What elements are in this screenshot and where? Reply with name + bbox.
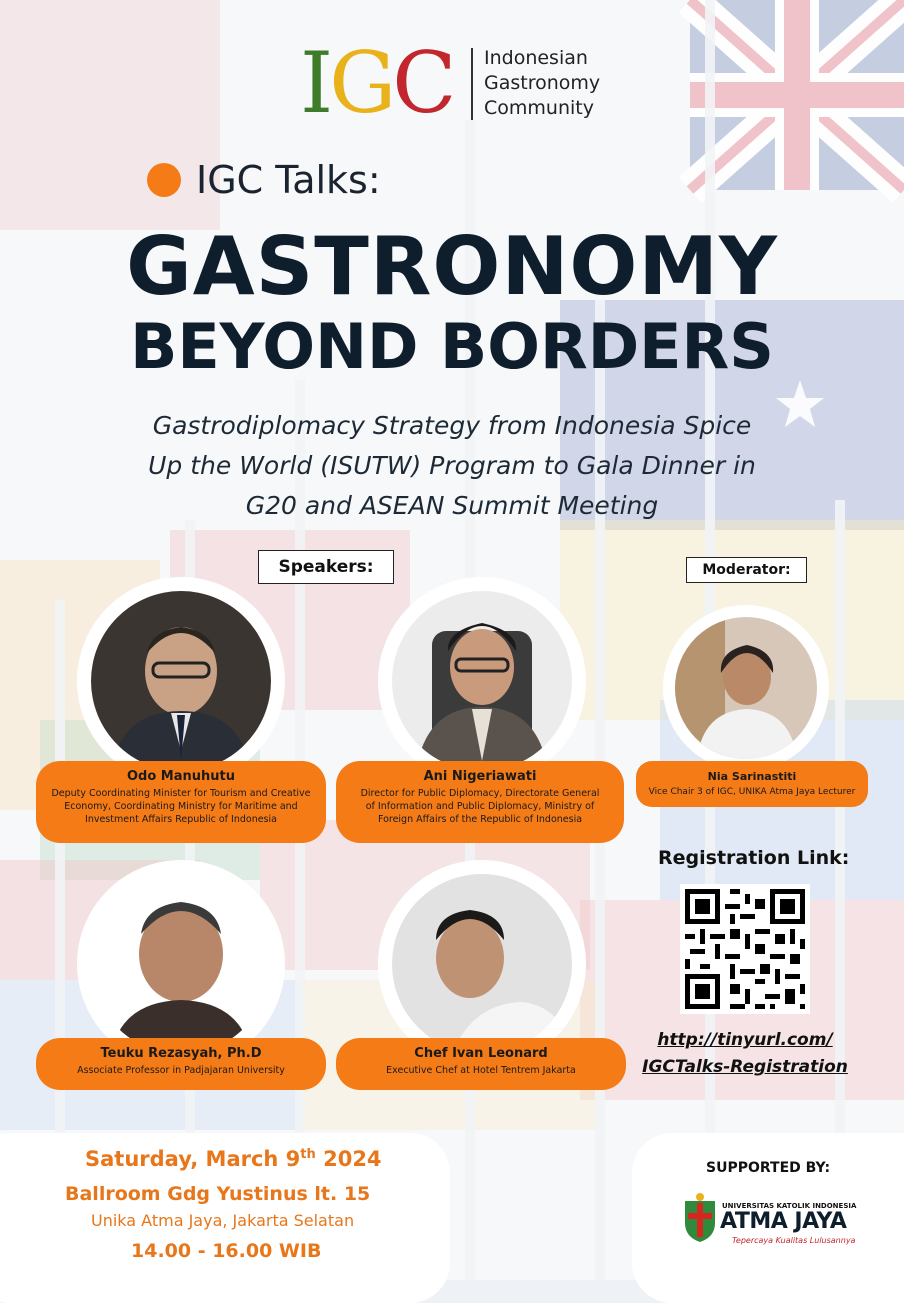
subtitle-line: Gastrodiplomacy Strategy from Indonesia Spice	[152, 411, 752, 440]
speaker-card	[36, 761, 326, 843]
event-title-line2: BEYOND BORDERS	[130, 310, 774, 383]
qr-code-icon[interactable]	[680, 884, 810, 1014]
desc-line: Investment Affairs Republic of Indonesia	[85, 814, 277, 825]
link-line[interactable]: http://tinyurl.com/	[657, 1030, 833, 1050]
speaker-card	[36, 1038, 326, 1090]
series-label: IGC Talks:	[196, 158, 381, 202]
registration-title: Registration Link:	[658, 847, 850, 869]
desc-line: Deputy Coordinating Minister for Tourism and Creative	[51, 788, 311, 799]
moderator-name: Nia Sarinastiti	[707, 770, 797, 783]
speaker-description: Executive Chef at Hotel Tentrem Jakarta	[386, 1065, 576, 1076]
logo-letter-g: G	[329, 34, 393, 132]
person-silhouette-icon	[91, 874, 271, 1054]
event-location: Unika Atma Jaya, Jakarta Selatan	[91, 1211, 355, 1230]
uni-name: ATMA JAYA	[720, 1209, 847, 1234]
speaker-photo-ivan	[378, 860, 586, 1068]
bullet-dot-icon	[147, 163, 181, 197]
speaker-description	[36, 787, 326, 826]
speakers-label: Speakers:	[258, 550, 394, 584]
speaker-photo-ani	[378, 577, 586, 785]
speaker-photo-odo	[77, 577, 285, 785]
desc-line: of Information and Public Diplomacy, Ministry of	[365, 801, 595, 812]
date-prefix: Saturday, March 9	[85, 1147, 301, 1171]
link-line[interactable]: IGCTalks-Registration	[642, 1057, 848, 1077]
desc-line: Director for Public Diplomacy, Directorate General	[360, 788, 600, 799]
event-time: 14.00 - 16.00 WIB	[131, 1240, 322, 1262]
uni-top-text: UNIVERSITAS KATOLIK INDONESIA	[722, 1202, 857, 1210]
event-subtitle	[110, 406, 794, 526]
person-silhouette-icon	[91, 591, 271, 771]
person-silhouette-icon	[675, 617, 817, 759]
subtitle-line: Up the World (ISUTW) Program to Gala Dinner in	[148, 451, 756, 480]
speaker-card	[336, 1038, 626, 1090]
logo-text-line: Community	[484, 97, 594, 119]
moderator-photo-nia	[663, 605, 829, 771]
moderator-label: Moderator:	[686, 557, 807, 583]
speaker-name: Ani Nigeriawati	[423, 769, 537, 784]
speaker-name: Odo Manuhutu	[126, 769, 235, 784]
supported-by-label: SUPPORTED BY:	[706, 1160, 831, 1176]
speaker-description	[336, 787, 624, 826]
registration-link[interactable]	[640, 1027, 850, 1081]
speaker-description: Associate Professor in Padjajaran University	[77, 1065, 285, 1076]
event-venue: Ballroom Gdg Yustinus lt. 15	[65, 1183, 371, 1205]
moderator-card	[636, 761, 868, 807]
speaker-card	[336, 761, 624, 843]
moderator-description: Vice Chair 3 of IGC, UNIKA Atma Jaya Lecturer	[648, 787, 856, 797]
subtitle-line: G20 and ASEAN Summit Meeting	[245, 491, 659, 520]
date-suffix-ordinal: th	[300, 1147, 316, 1162]
person-silhouette-icon	[392, 874, 572, 1054]
speaker-name: Teuku Rezasyah, Ph.D	[100, 1046, 262, 1061]
igc-logo	[300, 34, 453, 132]
logo-text	[484, 46, 600, 121]
logo-text-line: Gastronomy	[484, 72, 601, 94]
atma-jaya-shield-icon	[683, 1193, 717, 1243]
date-year: 2024	[315, 1147, 382, 1171]
event-date	[85, 1147, 382, 1171]
desc-line: Foreign Affairs of the Republic of Indonesia	[377, 814, 583, 825]
event-title-line1: GASTRONOMY	[126, 220, 778, 313]
logo-text-line: Indonesian	[484, 47, 588, 69]
speaker-name: Chef Ivan Leonard	[414, 1046, 548, 1061]
desc-line: Economy, Coordinating Ministry for Maritime and	[64, 801, 298, 812]
speaker-photo-teuku	[77, 860, 285, 1068]
logo-divider	[471, 48, 473, 120]
logo-letter-c: C	[392, 34, 453, 132]
person-silhouette-icon	[392, 591, 572, 771]
uni-tagline: Tepercaya Kualitas Lulusannya	[732, 1236, 856, 1245]
logo-letter-i: I	[300, 34, 330, 132]
